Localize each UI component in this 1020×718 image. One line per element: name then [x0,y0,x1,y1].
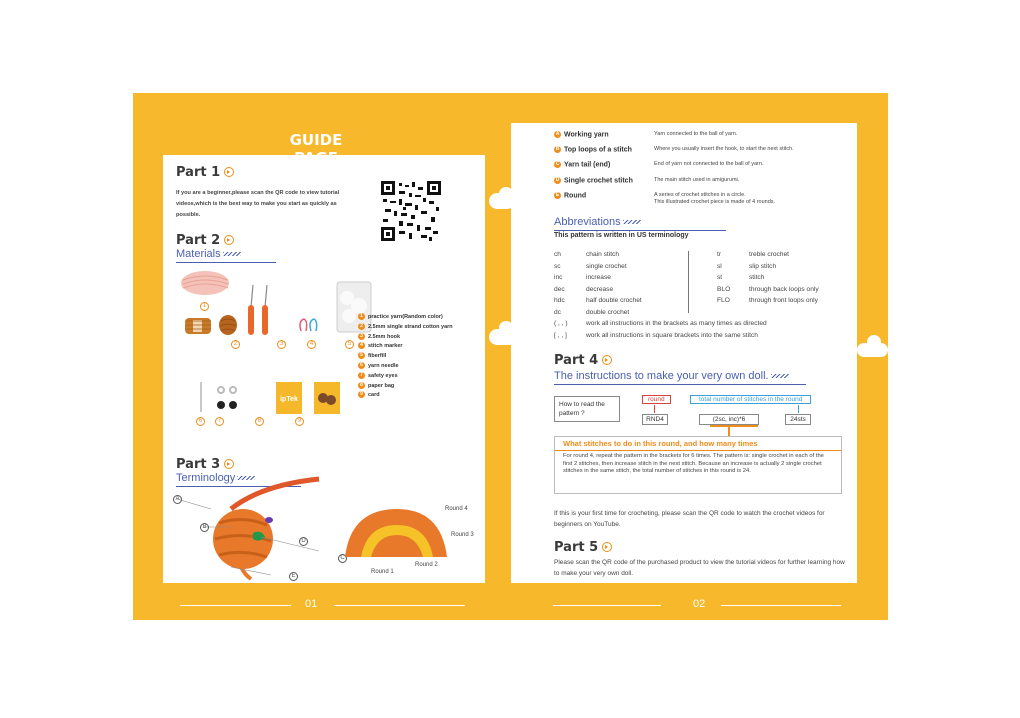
image-number: 1 [200,302,209,311]
abbr-row: inc increase [554,274,611,281]
term-row [554,131,737,138]
play-icon [602,542,612,552]
yarn-ball-image [217,309,239,337]
abbr-row: FLO through front loops only [717,297,818,304]
stitch-marker-image [296,315,324,335]
needle-eyes-image [193,378,253,420]
hatch-decoration [771,374,789,378]
guide-title: GUIDE [289,131,343,149]
paper-bag-image [275,381,303,415]
crochet-diagram-image [171,475,321,581]
abbr-row: dc double crochet [554,308,630,316]
how-to-read-box: How to read the pattern ? [554,396,620,422]
part3-heading: Part 3 [176,457,234,472]
part4-heading: Part 4 [554,353,612,368]
image-number: 9 [295,417,304,426]
material-item: 8 paper bag [358,382,453,392]
cloud-decoration [499,187,513,201]
cloud-decoration [867,335,881,349]
term-letter: B [200,523,209,532]
cotton-yarn-image [183,315,213,337]
round-label: Round 4 [445,506,468,512]
image-number: 7 [215,417,224,426]
footer-line [180,605,291,606]
round-label-box: round [642,395,671,404]
abbr-row: ( , , ) work all instructions in the brackets as many times as directed [554,320,767,327]
total-label-box: total number of stitches in the round [690,395,811,404]
hatch-decoration [223,252,241,256]
term-letter: C [338,554,347,563]
left-page [133,93,510,620]
term-desc: Yarn connected to the ball of yarn. [654,131,738,137]
materials-subheading: Materials [176,248,241,260]
term-row [554,146,794,153]
image-number: 4 [307,340,316,349]
first-time-text: If this is your first time for crocheting, please scan the QR code to watch the crochet videos for beginners on YouTube. [554,510,825,528]
material-item: 4 stitch marker [358,342,453,352]
term-name: B Top loops of a stitch [555,146,632,154]
abbr-row: dec decrease [554,285,614,293]
abbreviation-list-right [717,249,819,307]
term-letter: E [289,572,298,581]
explanation-box [554,436,842,494]
part2-heading: Part 2 [176,233,234,248]
term-name: E Round [555,192,587,200]
orange-connector [728,426,730,436]
part1-text: If you are a beginner,please scan the QR code to view tutorial videos,which is the best way to make you start as quickly as possible. [176,190,340,218]
play-icon [224,167,234,177]
material-item: 2 2.5mm single strand cotton yarn [358,323,453,333]
term-name: A Working yarn [555,131,609,139]
image-number: 6 [196,417,205,426]
footer-line [553,605,661,606]
connector-line [798,405,799,413]
term-row [554,177,739,184]
footer-line [721,605,841,606]
abbr-row: sl slip stitch [717,262,777,270]
image-number: 5 [345,340,354,349]
play-icon [224,459,234,469]
part4-subheading: The instructions to make your very own doll. [554,370,789,382]
sts-box: 24sts [785,414,811,425]
round-label: Round 1 [371,569,394,575]
abbr-row: tr treble crochet [717,251,789,258]
right-page [511,93,888,620]
term-row [554,192,775,206]
column-divider [688,251,689,313]
term-desc: Where you usually insert the hook, to start the next stitch. [654,146,794,152]
crochet-hook-image [241,283,281,338]
material-item: 5 fiberfill [358,352,453,362]
abbr-row: hdc half double crochet [554,297,642,304]
term-name: C Yarn tail (end) [555,161,611,169]
round-label: Round 2 [415,562,438,568]
material-item: 1 practice yarn(Random color) [358,313,453,323]
material-item: 9 card [358,391,453,401]
part5-heading: Part 5 [554,540,612,555]
qr-code-icon[interactable] [381,181,441,241]
pattern-box: (2sc, inc)*6 [699,414,759,425]
rounds-diagram-image [341,505,451,565]
material-item: 6 yarn needle [358,362,453,372]
footer-line [334,605,465,606]
term-row [554,161,763,168]
hatch-decoration [623,220,641,224]
play-icon [602,355,612,365]
brand-logo: ipTek [280,396,298,403]
term-desc: End of yarn not connected to the ball of yarn. [654,161,764,167]
explanation-text: For round 4, repeat the pattern in the brackets for 6 times. The pattern is: single crochet in each of the first 2 stitches, then increase stitch in the next stitch. Because an increase is actually 2 single crochet stitches in the same stitch, the total number of stitches in this round is 24. [563,453,824,475]
image-number: 3 [277,340,286,349]
card-image [313,381,341,415]
play-icon [224,235,234,245]
material-item: 7 safety eyes [358,372,453,382]
connector-line [654,405,655,413]
terminology-subheading: Terminology [176,472,255,484]
round-label: Round 3 [451,532,474,538]
booklet-spread [133,93,888,620]
orange-connector [710,425,758,427]
part5-text: Please scan the QR code of the purchased product to view the tutorial videos for further learning how to make your very own doll. [554,559,845,577]
right-content-card [511,123,857,583]
term-name: D Single crochet stitch [555,177,633,185]
practice-yarn-image [178,268,233,298]
term-letter: A [173,495,182,504]
left-content-card [163,155,485,583]
part1-heading: Part 1 [176,165,234,180]
rnd-box: RND4 [642,414,668,425]
page-number: 01 [305,598,318,610]
abbr-row: [ , , ] work all instructions in square brackets into the same stitch [554,331,758,339]
underline [554,384,806,385]
image-number: 2 [231,340,240,349]
material-item: 3 2.5mm hook [358,333,453,343]
materials-list [358,313,453,401]
abbr-row: BLO through back loops only [717,285,819,293]
what-heading: What stitches to do in this round, and how many times [555,437,841,451]
abbreviations-heading: Abbreviations [554,216,641,228]
abbr-row: st stitch [717,274,765,281]
term-desc: The main stitch used in amigurumi. [654,177,740,183]
underline [176,262,276,263]
abbreviations-note: This pattern is written in US terminology [554,232,689,239]
page-number: 02 [693,598,706,610]
cloud-decoration [499,321,513,335]
underline [554,230,726,231]
abbr-row: ch chain stitch [554,251,619,258]
term-letter: D [299,537,308,546]
image-number: 8 [255,417,264,426]
term-desc: A series of crochet stitches in a circle. This illustrated crochet piece is made of 4 rounds. [654,192,776,205]
abbr-row: sc single crochet [554,262,627,270]
